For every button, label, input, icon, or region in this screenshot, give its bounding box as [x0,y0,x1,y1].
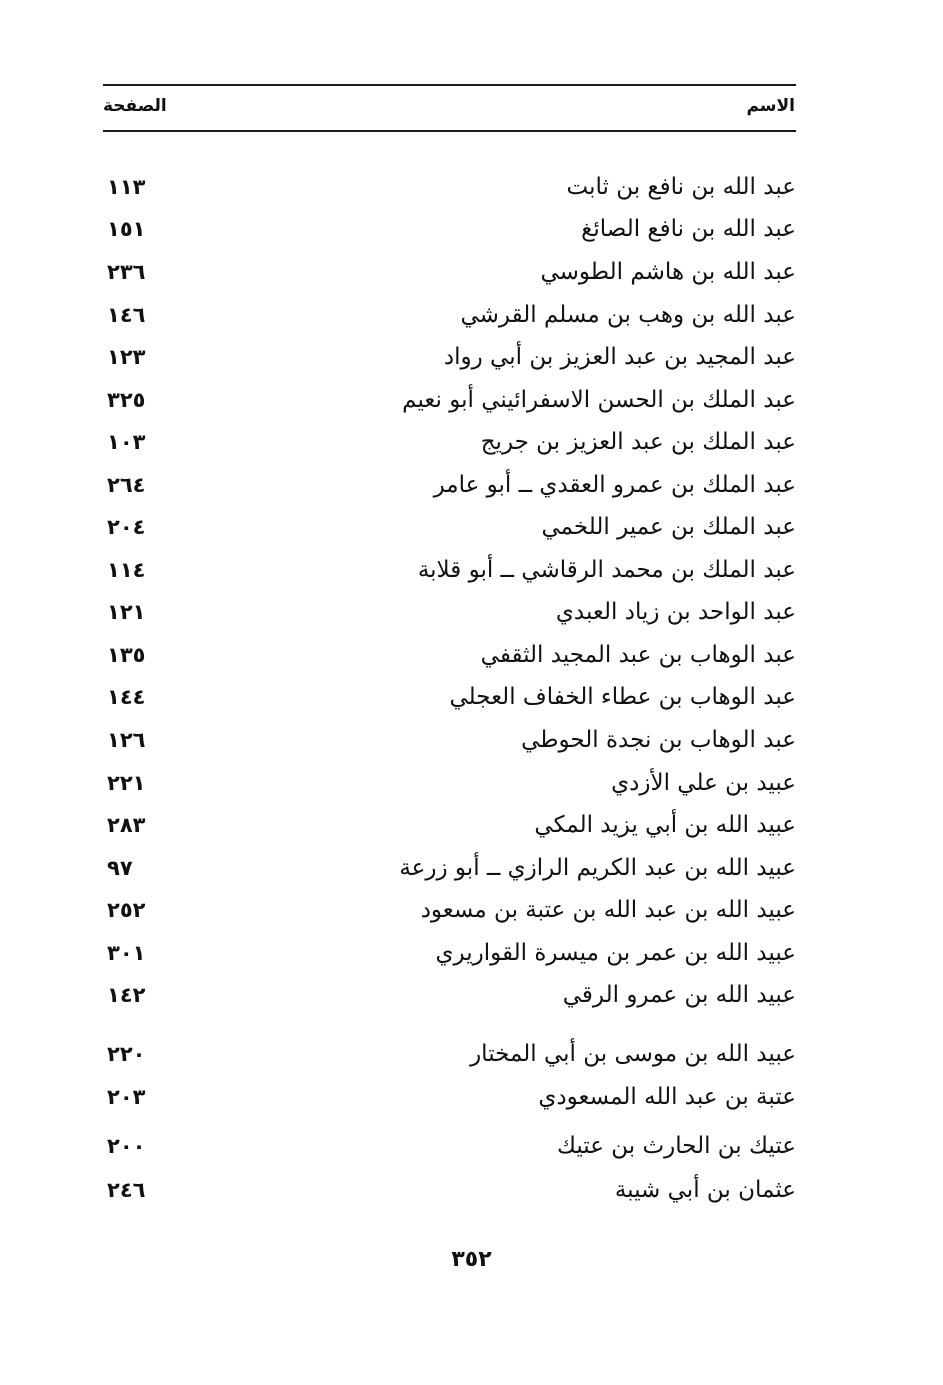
entry-page: ٢٢٠ [107,1042,146,1066]
entry-page: ١٢١ [107,600,146,624]
entry-name: عبيد الله بن أبي يزيد المكي [534,812,796,838]
entry-page: ٢٣٦ [107,260,146,284]
entry-name: عثمان بن أبي شيبة [614,1177,796,1203]
entry-name: عبد الله بن نافع بن ثابت [566,174,796,200]
header-top-rule [103,84,796,86]
entry-page: ١١٤ [107,558,146,582]
entry-name: عبد الوهاب بن عبد المجيد الثقفي [480,642,796,668]
entry-name: عبد الله بن هاشم الطوسي [540,259,796,285]
index-entry [103,465,796,505]
entry-name: عبد الله بن وهب بن مسلم القرشي [460,302,796,328]
index-entry [103,252,796,292]
index-entry [103,209,796,249]
entry-page: ١٤٢ [107,983,146,1007]
entry-name: عبد الوهاب بن نجدة الحوطي [521,727,796,753]
entry-page: ٢٢١ [107,771,146,795]
entry-page: ٢٠٣ [107,1085,146,1109]
index-entry [103,592,796,632]
entry-page: ١٠٣ [107,430,146,454]
entry-name: عبيد الله بن عبد الله بن عتبة بن مسعود [420,897,796,923]
index-entry [103,1077,796,1117]
index-entry [103,167,796,207]
index-entry [103,720,796,760]
entry-page: ٢٥٢ [107,898,146,922]
index-entry [103,1170,796,1210]
entry-name: عبيد بن علي الأزدي [611,770,796,796]
index-entry [103,975,796,1015]
entry-page: ١٤٤ [107,685,146,709]
index-entry [103,933,796,973]
index-entry [103,507,796,547]
entry-page: ١٢٦ [107,728,146,752]
entry-name: عبيد الله بن عبد الكريم الرازي ــ أبو زرعة [399,855,796,881]
entry-page: ٣٠١ [107,941,146,965]
entry-page: ٢٦٤ [107,473,146,497]
page-column-header: الصفحة [103,96,167,116]
index-entry [103,805,796,845]
entry-page: ٣٢٥ [107,388,146,412]
index-entry [103,890,796,930]
entry-page: ١٣٥ [107,643,146,667]
entry-name: عبيد الله بن موسى بن أبي المختار [470,1041,796,1067]
name-column-header: الاسم [746,96,795,116]
entry-name: عبد الملك بن عبد العزيز بن جريج [480,429,796,455]
entry-name: عبد الوهاب بن عطاء الخفاف العجلي [449,684,796,710]
index-entry [103,422,796,462]
entry-name: عبيد الله بن عمرو الرقي [562,982,796,1008]
entry-name: عبد الملك بن عمير اللخمي [541,514,796,540]
entry-page: ٢٠٤ [107,515,146,539]
entry-page: ١٤٦ [107,303,146,327]
entry-page: ١١٣ [107,175,146,199]
index-entry [103,763,796,803]
index-entry [103,295,796,335]
entry-page: ٢٨٣ [107,813,146,837]
entry-name: عبد الواحد بن زياد العبدي [555,599,796,625]
entry-name: عبد الملك بن الحسن الاسفرائيني أبو نعيم [402,387,796,413]
header-bottom-rule [103,130,796,132]
page-number: ٣٥٢ [451,1247,492,1272]
index-entry [103,677,796,717]
index-entry [103,848,796,888]
entry-page: ٩٧ [107,856,133,880]
index-entry [103,1034,796,1074]
index-entry [103,550,796,590]
index-entry [103,635,796,675]
entry-page: ١٥١ [107,217,146,241]
entry-name: عبد الملك بن محمد الرقاشي ــ أبو قلابة [417,557,796,583]
entry-name: عبد الملك بن عمرو العقدي ــ أبو عامر [433,472,796,498]
entry-name: عتيك بن الحارث بن عتيك [556,1133,796,1159]
entry-page: ٢٠٠ [107,1134,146,1158]
index-entry [103,1126,796,1166]
entry-name: عبد الله بن نافع الصائغ [581,216,796,242]
entry-page: ١٢٣ [107,345,146,369]
entry-page: ٢٤٦ [107,1178,146,1202]
entry-name: عبد المجيد بن عبد العزيز بن أبي رواد [443,344,796,370]
entry-name: عتبة بن عبد الله المسعودي [538,1084,796,1110]
index-entry [103,337,796,377]
index-entry [103,380,796,420]
entry-name: عبيد الله بن عمر بن ميسرة القواريري [435,940,796,966]
